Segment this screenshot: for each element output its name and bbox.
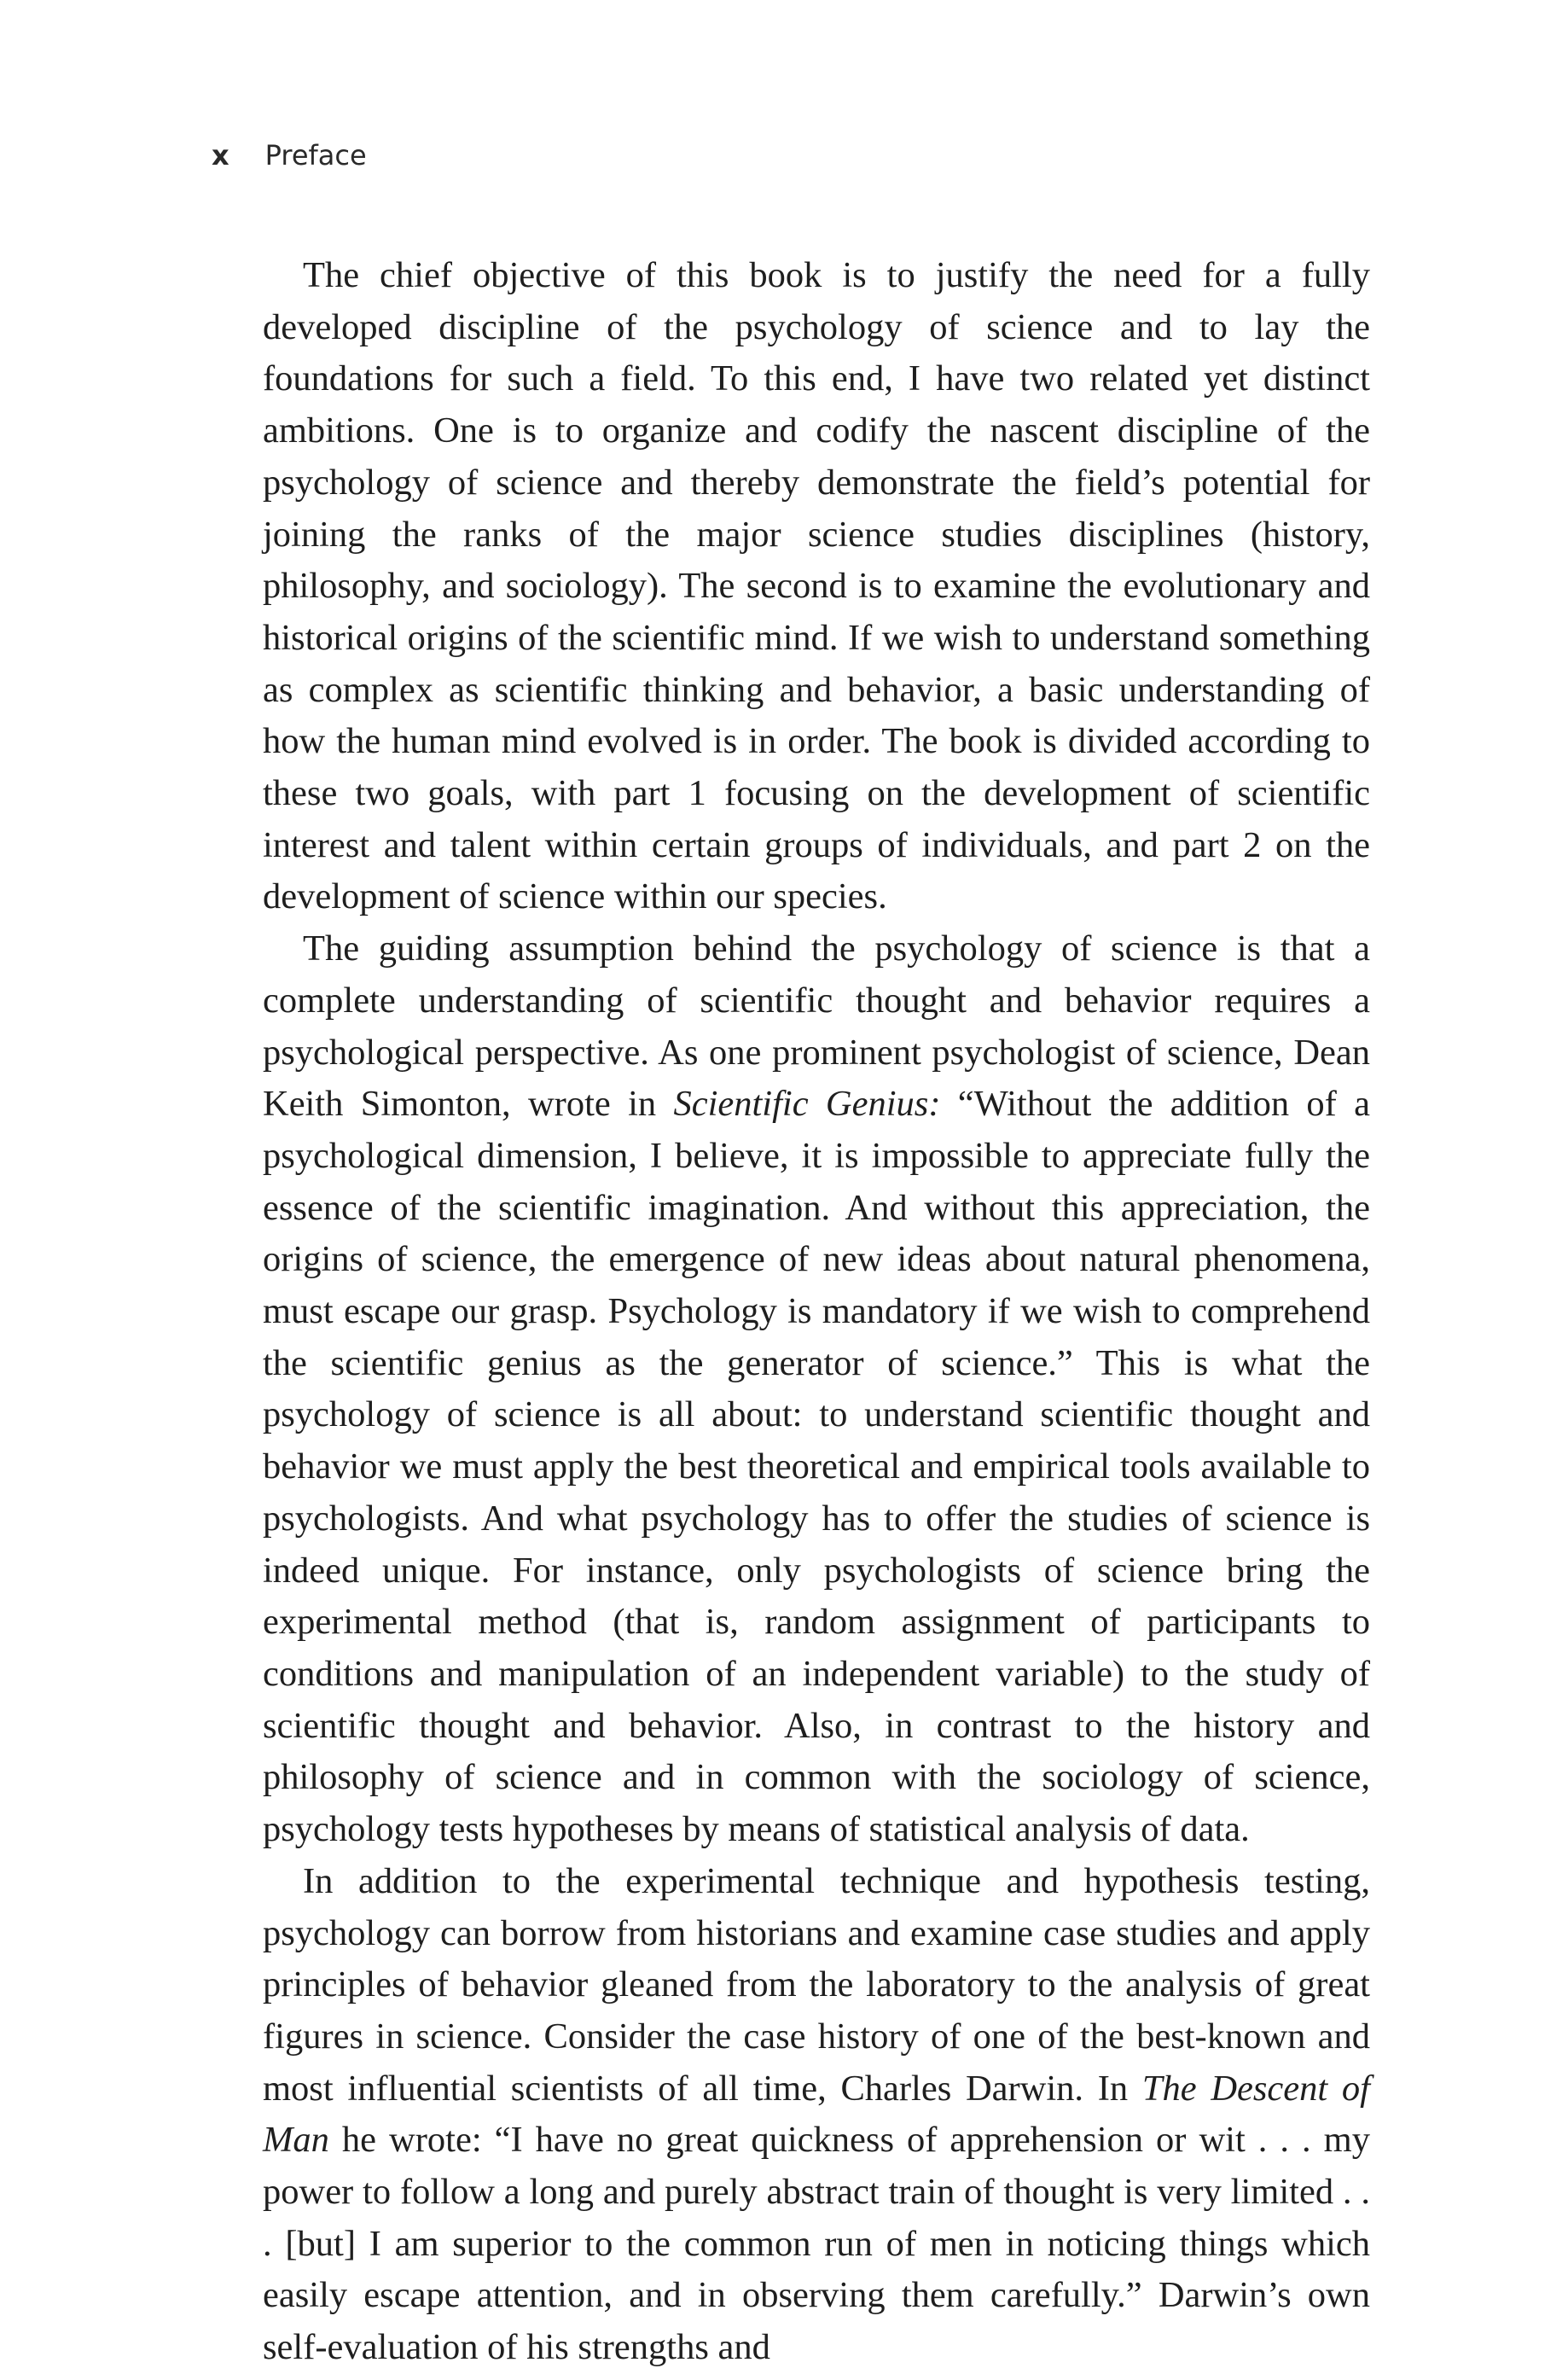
body-text xyxy=(263,250,1370,2374)
section-title: Preface xyxy=(264,139,367,172)
paragraph-text: he wrote: “I have no great quickness of apprehension or wit . . . my power to follow a long and purely abstract train of thought is very limited . . . [but] I am superior to the common run of men in noticing things which easily escape attention, and in observing them carefully.” Darwin’s own self-evaluation of his strengths and xyxy=(263,2120,1370,2368)
paragraph-text: In addition to the experimental technique and hypothesis testing, psychology can borrow from historians and examine case studies and apply principles of behavior gleaned from the laboratory to the analysis of great figures in science. Consider the case history of one of the best-known and most influential scientists of all time, Charles Darwin. In xyxy=(263,1860,1370,2109)
book-title-scientific-genius: Scientific Genius: xyxy=(673,1084,941,1125)
paragraph-experimental-technique xyxy=(263,1856,1370,2374)
paragraph-objective xyxy=(263,250,1370,923)
paragraph-guiding-assumption xyxy=(263,923,1370,1856)
page-number: x xyxy=(212,139,229,172)
paragraph-text: The guiding assumption behind the psychology of science is that a complete understanding of scientific thought and behavior requires a psychological perspective. As one prominent psychologist of science, Dean Keith Simonton, wrote in xyxy=(263,928,1370,1125)
paragraph-text: “Without the addition of a psychological dimension, I believe, it is impossible to appreciate fully the essence of the scientific imagination. And without this appreciation, the origins of science, the emergence of new ideas about natural phenomena, must escape our grasp. Psychology is mandatory if we wish to comprehend the scientific genius as the generator of science.” This is what the psychology of science is all about: to understand scientific thought and behavior we must apply the best theoretical and empirical tools available to psychologists. And what psychology has to offer the studies of science is indeed unique. For instance, only psychologists of science bring the experimental method (that is, random assignment of participants to conditions and manipulation of an independent variable) to the study of scientific thought and behavior. Also, in contrast to the history and philosophy of science and in common with the sociology of science, psychology tests hypotheses by means of statistical analysis of data. xyxy=(263,1084,1371,1850)
running-head xyxy=(212,138,367,172)
paragraph-text: The chief objective of this book is to justify the need for a fully developed discipline of the psychology of science and to lay the foundations for such a field. To this end, I have two related yet distinct ambitions. One is to organize and codify the nascent discipline of the psychology of science and thereby demonstrate the field’s potential for joining the ranks of the major science studies disciplines (history, philosophy, and sociology). The second is to examine the evolutionary and historical origins of the scientific mind. If we wish to understand something as complex as scientific thinking and behavior, a basic understanding of how the human mind evolved is in order. The book is divided according to these two goals, with part 1 focusing on the development of scientific interest and talent within certain groups of individuals, and part 2 on the development of science within our species. xyxy=(263,255,1370,917)
book-title-descent-of-man: The Descent of Man xyxy=(263,2068,1370,2161)
